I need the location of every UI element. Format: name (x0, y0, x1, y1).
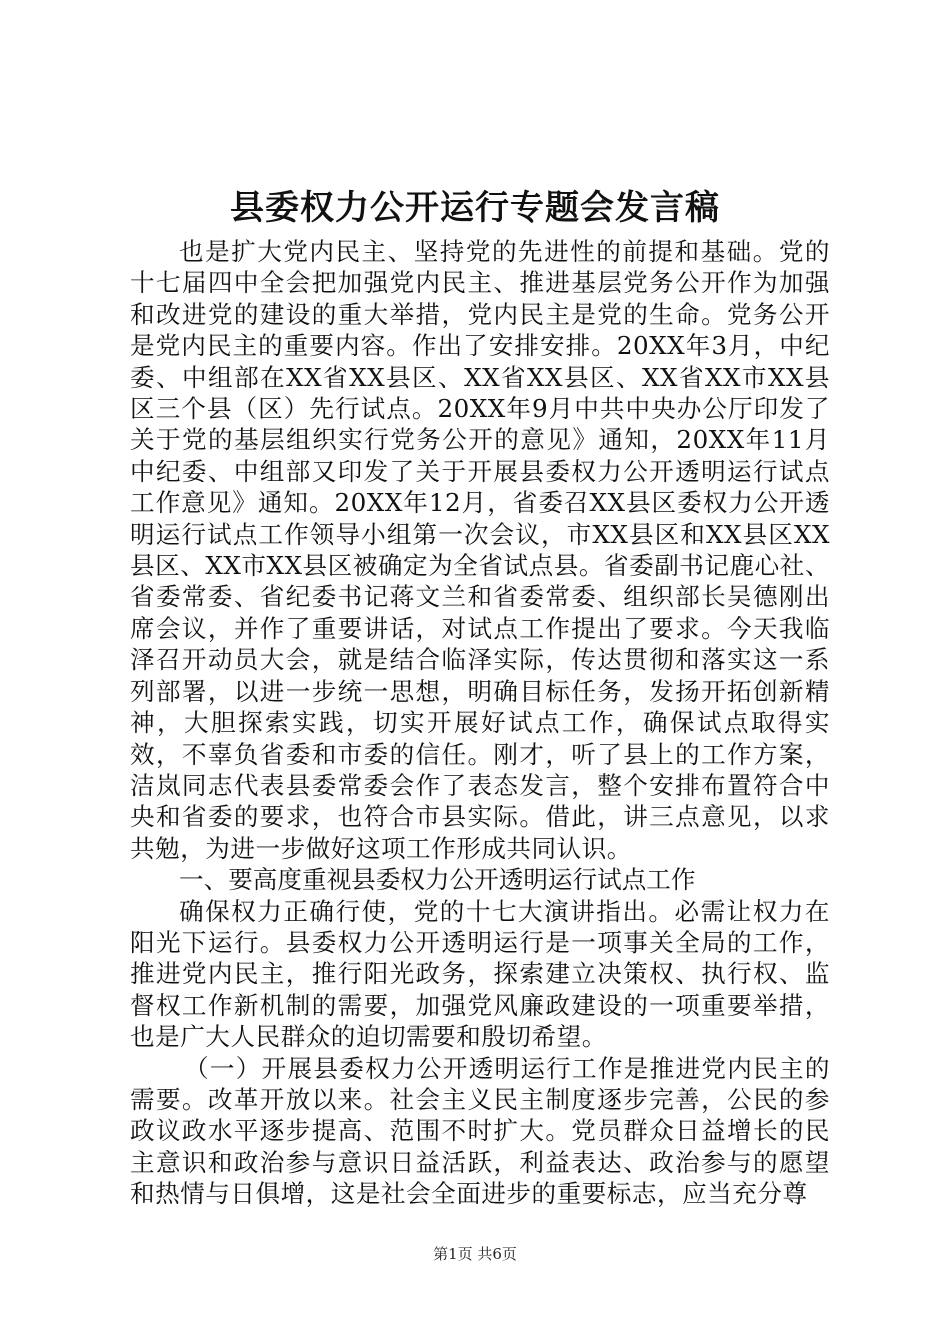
paragraph-intro: 也是扩大党内民主、坚持党的先进性的前提和基础。党的十七届四中全会把加强党内民主、推进基层党务公开作为加强和改进党的建设的重大举措，党内民主是党的生命。党务公开是党内民主的重要内容。作出了安排安排。20XX年3月，中纪委、中组部在XX省XX县区、XX省XX县区、XX省XX市XX县区三个县（区）先行试点。20XX年9月中共中央办公厅印发了关于党的基层组织实行党务公开的意见》通知，20XX年11月中纪委、中组部又印发了关于开展县委权力公开透明运行试点工作意见》通知。20XX年12月，省委召XX县区委权力公开透明运行试点工作领导小组第一次会议，市XX县区和XX县区XX县区、XX市XX县区被确定为全省试点县。省委副书记鹿心社、省委常委、省纪委书记蒋文兰和省委常委、组织部长吴德刚出席会议，并作了重要讲话，对试点工作提出了要求。今天我临泽召开动员大会，就是结合临泽实际，传达贯彻和落实这一系列部署，以进一步统一思想，明确目标任务，发扬开拓创新精神，大胆探索实践，切实开展好试点工作，确保试点取得实效，不辜负省委和市委的信任。刚才，听了县上的工作方案，洁岚同志代表县委常委会作了表态发言，整个安排布置符合中央和省委的要求，也符合市县实际。借此，讲三点意见，以求共勉，为进一步做好这项工作形成共同认识。 (130, 237, 830, 863)
document-body (130, 236, 830, 1210)
paragraph-section-1: 确保权力正确行使，党的十七大演讲指出。必需让权力在阳光下运行。县委权力公开透明运行是一项事关全局的工作，推进党内民主，推行阳光政务，探索建立决策权、执行权、监督权工作新机制的需要，加强党风廉政建设的一项重要举措，也是广大人民群众的迫切需要和殷切希望。 (130, 896, 830, 1052)
page-number-footer: 第1页 共6页 (433, 1245, 517, 1263)
section-heading-1: 一、要高度重视县委权力公开透明运行试点工作 (179, 865, 696, 895)
paragraph-subsection-1: （一）开展县委权力公开透明运行工作是推进党内民主的需要。改革开放以来。社会主义民主制度逐步完善，公民的参政议政水平逐步提高、范围不时扩大。党员群众日益增长的民主意识和政治参与意识日益活跃，利益表达、政治参与的愿望和热情与日俱增，这是社会全面进步的重要标志，应当充分尊 (130, 1053, 830, 1209)
document-title: 县委权力公开运行专题会发言稿 (230, 188, 720, 228)
